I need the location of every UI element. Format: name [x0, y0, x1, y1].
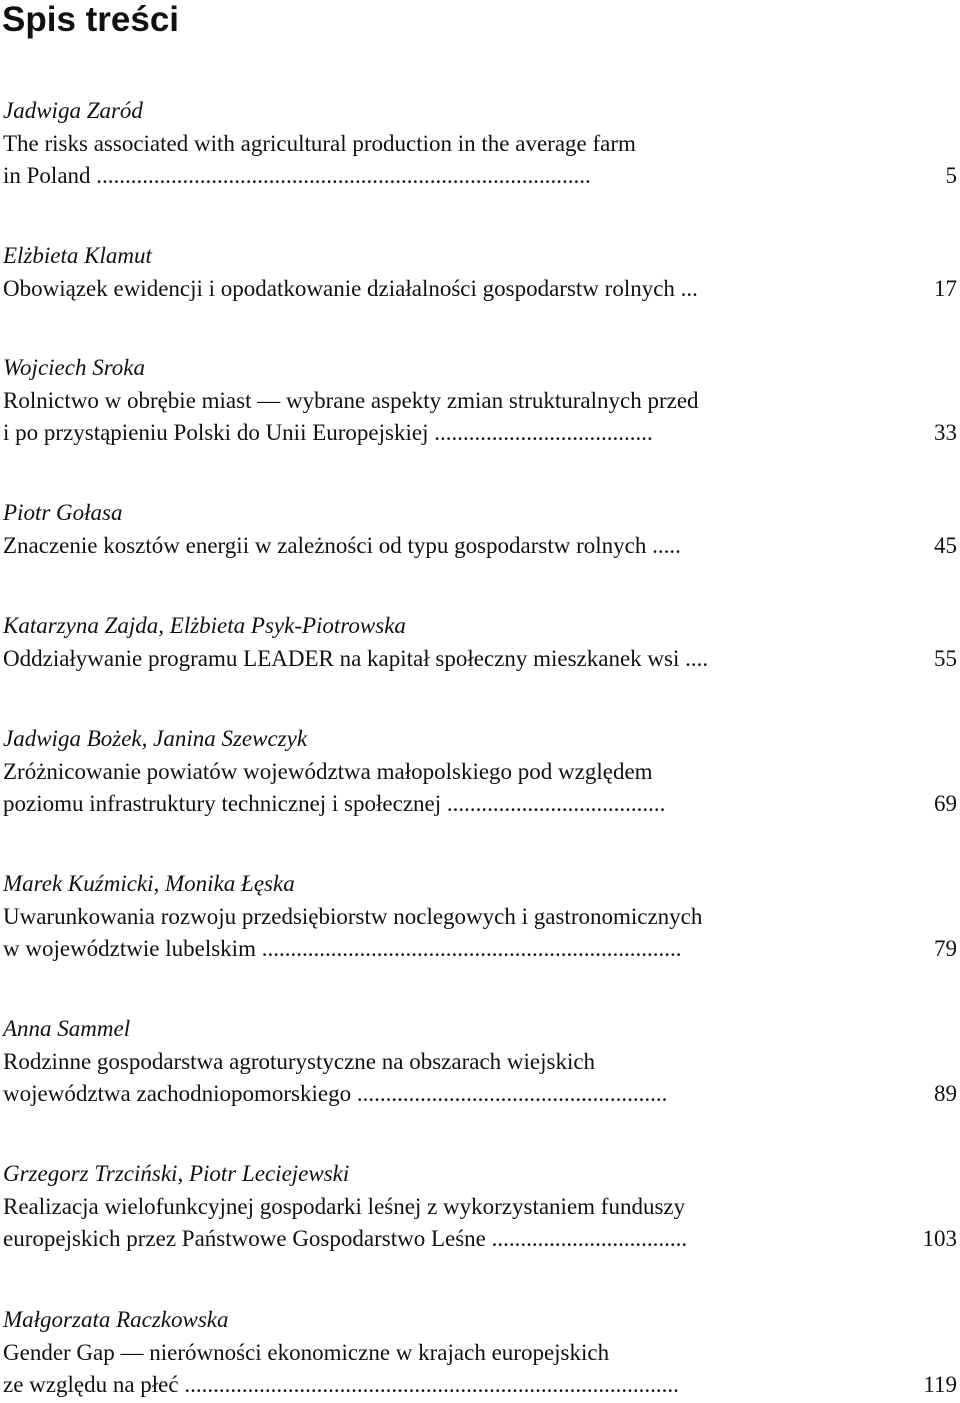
entry-title-leader: in Poland ...................................................................................... [3, 163, 591, 188]
entry-final-line [3, 1078, 957, 1111]
entry-authors: Anna Sammel [3, 1016, 131, 1041]
entry-title-leader: poziomu infrastruktury technicznej i społecznej ...................................... [3, 791, 666, 816]
toc-entry[interactable] [3, 610, 957, 675]
entry-title-line: Realizacja wielofunkcyjnej gospodarki leśnej z wykorzystaniem funduszy [3, 1193, 686, 1219]
entry-final-line [3, 788, 957, 821]
entry-final-line [3, 530, 957, 563]
entry-title-line: Zróżnicowanie powiatów województwa małopolskiego pod względem [3, 758, 653, 784]
entry-title-line: Uwarunkowania rozwoju przedsiębiorstw noclegowych i gastronomicznych [3, 903, 703, 929]
entry-title-leader: ze względu na płeć ...................................................................................... [3, 1372, 679, 1397]
page-number: 89 [934, 1081, 957, 1106]
entry-title-leader: w województwie lubelskim ......................................................................... [3, 936, 682, 961]
toc-entry[interactable] [3, 723, 957, 821]
page-title: Spis treści [2, 0, 180, 39]
entry-authors: Wojciech Sroka [3, 355, 146, 380]
entry-final-line [3, 160, 957, 193]
entry-authors: Marek Kuźmicki, Monika Łęska [3, 871, 295, 896]
entry-authors: Elżbieta Klamut [3, 243, 152, 268]
toc-entry[interactable] [3, 1013, 957, 1111]
entry-final-line [3, 1369, 957, 1402]
entry-authors: Jadwiga Zaród [3, 98, 143, 123]
toc-entry[interactable] [3, 497, 957, 562]
entry-title-leader: europejskich przez Państwowe Gospodarstwo Leśne .................................. [3, 1226, 688, 1251]
entry-title-line: The risks associated with agricultural production in the average farm [3, 130, 636, 156]
entry-title-line: Rodzinne gospodarstwa agroturystyczne na obszarach wiejskich [3, 1048, 596, 1074]
entry-authors: Katarzyna Zajda, Elżbieta Psyk-Piotrowska [3, 613, 406, 638]
entry-title-leader: Obowiązek ewidencji i opodatkowanie działalności gospodarstw rolnych ... [3, 275, 698, 301]
page-number: 55 [934, 645, 957, 671]
entry-final-line [3, 417, 957, 450]
entry-authors: Jadwiga Bożek, Janina Szewczyk [3, 726, 308, 751]
entry-title-leader: województwa zachodniopomorskiego ...................................................... [3, 1081, 668, 1106]
entry-title-leader: i po przystąpieniu Polski do Unii Europejskiej ...................................... [3, 420, 653, 445]
toc-entry[interactable] [3, 240, 957, 305]
entry-authors: Piotr Gołasa [3, 500, 123, 525]
entry-final-line [3, 1223, 957, 1256]
page-number: 119 [923, 1372, 957, 1397]
toc-entry[interactable] [3, 1158, 957, 1256]
page-number: 45 [934, 532, 957, 558]
entry-title-line: Rolnictwo w obrębie miast — wybrane aspekty zmian strukturalnych przed [3, 387, 699, 413]
entry-final-line [3, 273, 957, 306]
entry-title-leader: Oddziaływanie programu LEADER na kapitał społeczny mieszkanek wsi .... [3, 645, 709, 671]
page-number: 79 [934, 936, 957, 961]
entry-title-leader: Znaczenie kosztów energii w zależności od typu gospodarstw rolnych ..... [3, 532, 681, 558]
toc-entry[interactable] [3, 868, 957, 966]
entry-final-line [3, 643, 957, 676]
page-number: 103 [922, 1226, 957, 1251]
entry-final-line [3, 933, 957, 966]
toc-entry[interactable] [3, 352, 957, 450]
toc-entry[interactable] [3, 95, 957, 193]
entry-authors: Grzegorz Trzciński, Piotr Leciejewski [3, 1161, 350, 1186]
page-number: 17 [934, 275, 957, 301]
page-number: 33 [934, 420, 957, 445]
page-number: 69 [934, 791, 957, 816]
page-number: 5 [945, 163, 957, 188]
entry-authors: Małgorzata Raczkowska [3, 1307, 229, 1332]
toc-entry[interactable] [3, 1304, 957, 1402]
entry-title-line: Gender Gap — nierówności ekonomiczne w krajach europejskich [3, 1339, 610, 1365]
